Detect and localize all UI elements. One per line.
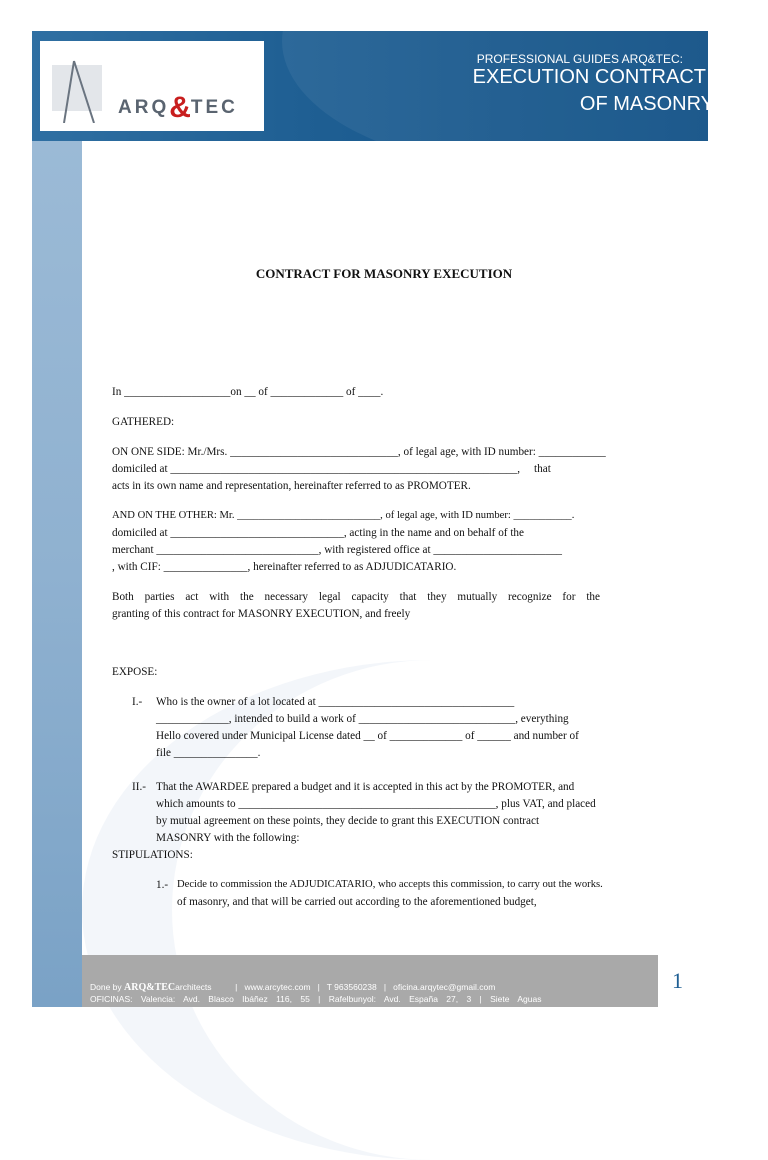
item-ii-line-1: That the AWARDEE prepared a budget and it is accepted in this act by the PROMOTER, and bbox=[156, 781, 575, 793]
other-side-line-1: AND ON THE OTHER: Mr. ___________________________, of legal age, with ID number: ___________. bbox=[112, 510, 575, 521]
item-i-line-1: Who is the owner of a lot located at ___________________________________ bbox=[156, 696, 515, 708]
footer-line-1: Done by ARQ&TECarchitects | www.arcytec.com | T 963560238 | oficina.arqytec@gmail.com bbox=[90, 982, 496, 993]
stipulation-1-line-1: Decide to commission the ADJUDICATARIO, who accepts this commission, to carry out the works. bbox=[177, 879, 603, 890]
stipulation-1-line-2: of masonry, and that will be carried out according to the aforementioned budget, bbox=[177, 896, 537, 908]
logo-mark-icon bbox=[52, 59, 104, 123]
logo bbox=[40, 41, 264, 131]
place-date-line: In ___________________on __ of _____________ of ____. bbox=[112, 386, 384, 398]
item-i-line-2: _____________, intended to build a work of ____________________________, everything bbox=[156, 713, 569, 725]
page-number: 1 bbox=[672, 968, 683, 993]
item-ii-line-2: which amounts to ______________________________________________, plus VAT, and placed bbox=[156, 798, 596, 810]
document-title: CONTRACT FOR MASONRY EXECUTION bbox=[255, 266, 513, 281]
header-title-line1: EXECUTION CONTRACT bbox=[472, 66, 706, 88]
item-i-line-3: Hello covered under Municipal License dated __ of _____________ of ______ and number of bbox=[156, 730, 579, 742]
both-parties-line-2: granting of this contract for MASONRY EXECUTION, and freely bbox=[112, 608, 411, 620]
stipulation-1-label: 1.- bbox=[156, 879, 169, 891]
other-side-line-2: domiciled at _______________________________, acting in the name and on behalf of the bbox=[112, 527, 524, 539]
header-guides: PROFESSIONAL GUIDES ARQ&TEC: bbox=[476, 52, 683, 66]
item-i-line-4: file _______________. bbox=[156, 747, 261, 759]
gathered-heading: GATHERED: bbox=[112, 416, 175, 428]
logo-text: ARQ&TEC bbox=[118, 91, 238, 124]
item-ii-line-3: by mutual agreement on these points, they decide to grant this EXECUTION contract bbox=[156, 815, 540, 827]
other-side-line-3: merchant _____________________________, with registered office at _______________________ bbox=[112, 544, 563, 556]
stipulations-heading: STIPULATIONS: bbox=[112, 849, 193, 861]
other-side-line-4: , with CIF: _______________, hereinafter referred to as ADJUDICATARIO. bbox=[112, 561, 457, 573]
one-side-line-1: ON ONE SIDE: Mr./Mrs. ______________________________, of legal age, with ID number: ____________ bbox=[112, 446, 606, 458]
header-title-line2: OF MASONRY bbox=[579, 93, 714, 115]
both-parties-line-1: Both parties act with the necessary legal capacity that they mutually recognize for the bbox=[112, 591, 600, 603]
item-i-label: I.- bbox=[132, 696, 143, 708]
footer-line-2: OFICINAS: Valencia: Avd. Blasco Ibáñez 116, 55 | Rafelbunyol: Avd. España 27, 3 | Siete Aguas bbox=[90, 994, 542, 1004]
expose-heading: EXPOSE: bbox=[112, 666, 158, 678]
item-ii-label: II.- bbox=[132, 781, 146, 793]
item-ii-line-4: MASONRY with the following: bbox=[156, 832, 300, 844]
footer-band bbox=[82, 955, 658, 1007]
one-side-line-3: acts in its own name and representation, hereinafter referred to as PROMOTER. bbox=[112, 480, 471, 492]
one-side-line-2: domiciled at ______________________________________________________________, that bbox=[112, 463, 551, 475]
